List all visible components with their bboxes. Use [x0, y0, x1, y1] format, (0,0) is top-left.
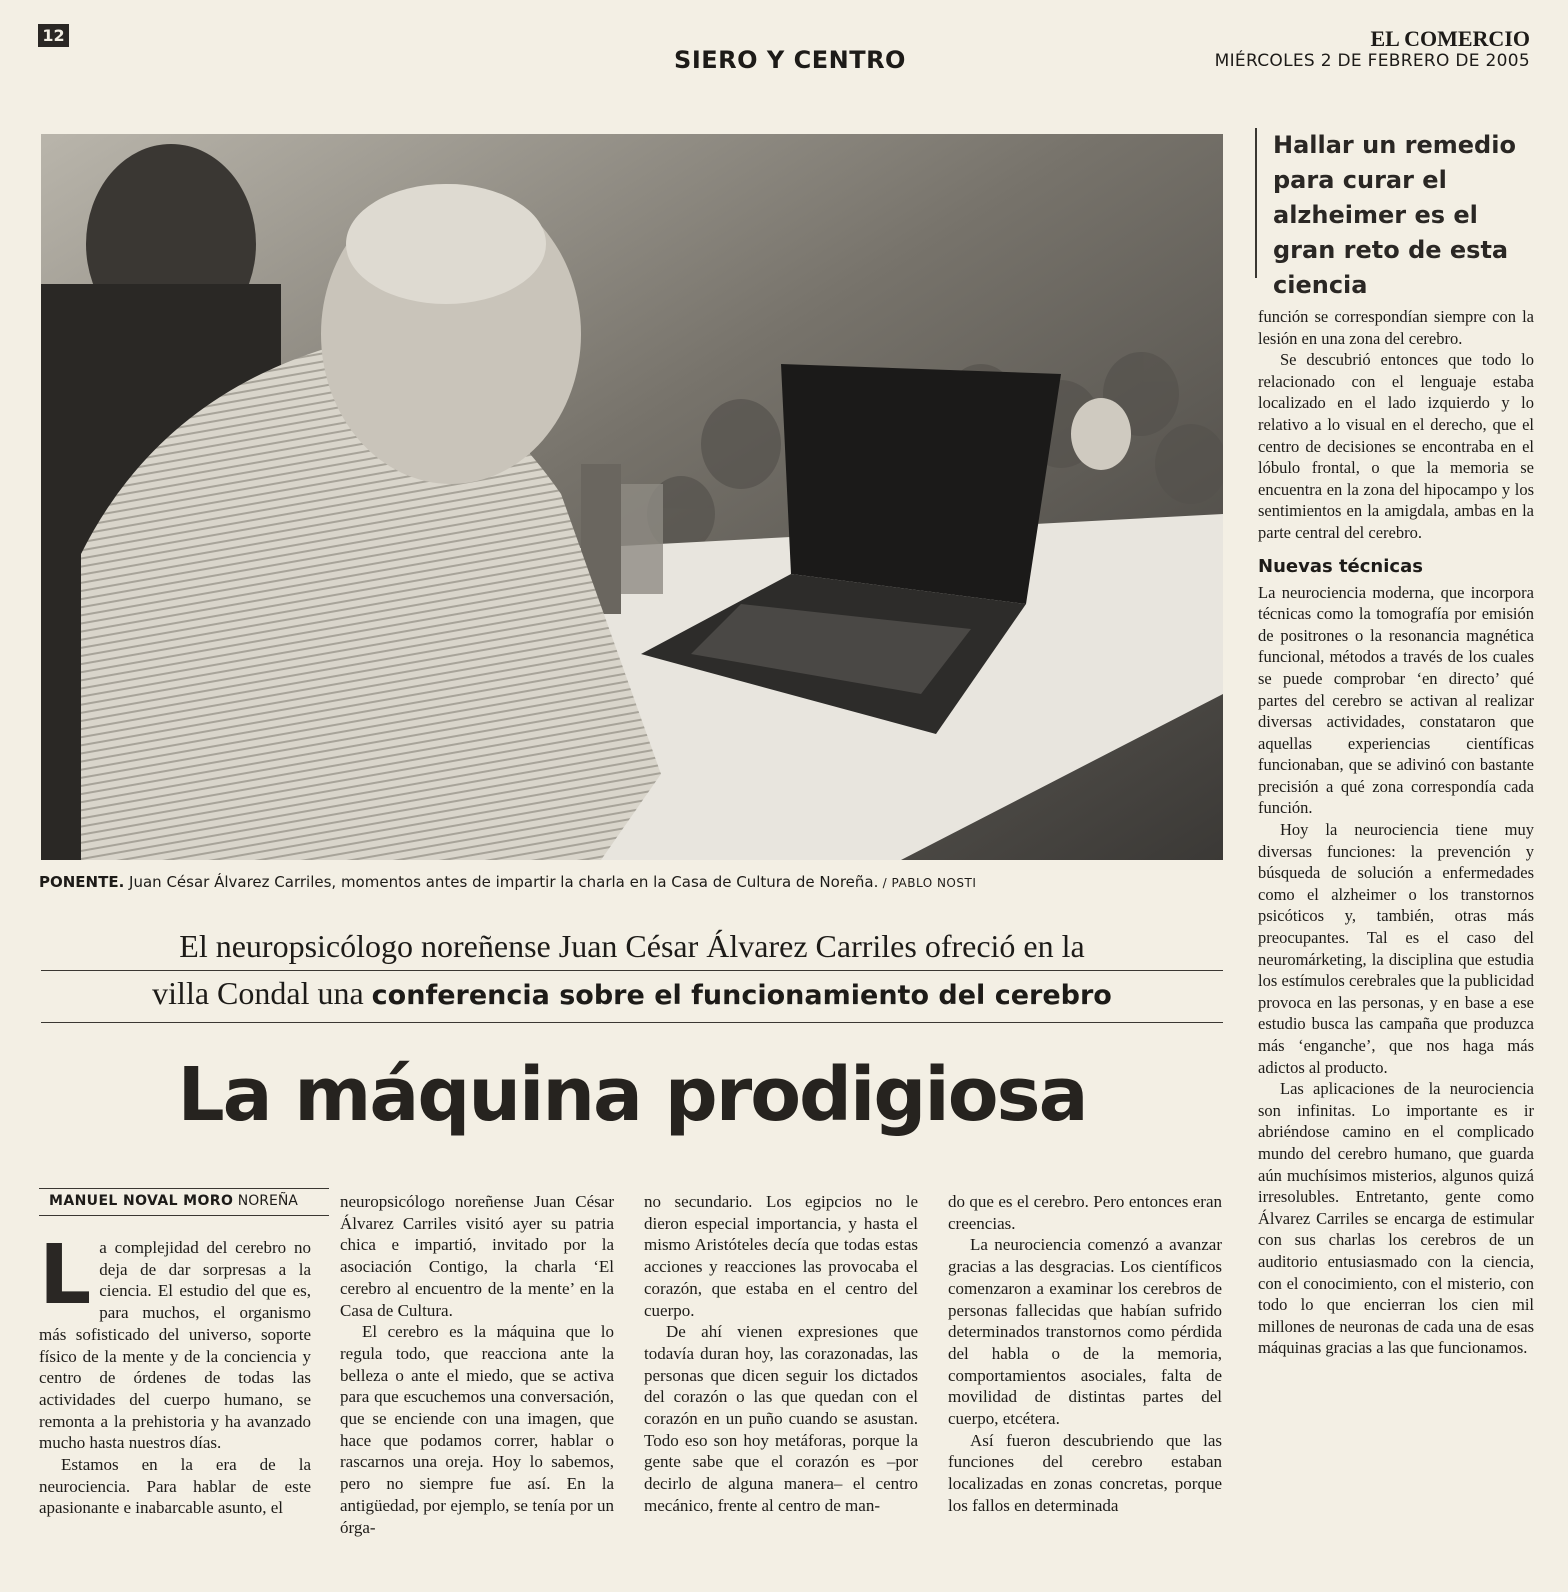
section-subhead: Nuevas técnicas	[1258, 555, 1423, 577]
paragraph: El cerebro es la máquina que lo regula todo, que reacciona ante la belleza o ante el miedo, que se activa para que escuchemos una conversación, que se enciende con una imagen, que hace que podamos correr, hablar o rascarnos una oreja. Hoy lo sabemos, pero no siempre fue así. En la antigüedad, por ejemplo, se tenía por un órga-	[340, 1322, 614, 1537]
article-column-3	[644, 1191, 918, 1517]
paragraph: no secundario. Los egipcios no le dieron especial importancia, y hasta el mismo Aristóteles decía que todas estas acciones y reacciones las provocaba el corazón, que estaba en el centro del cuerpo.	[644, 1192, 918, 1320]
paragraph: neuropsicólogo noreñense Juan César Álvarez Carriles visitó ayer su patria chica e impartió, invitado por la asociación Contigo, la charla ‘El cerebro al encuentro de la mente’ en la Casa de Cultura.	[340, 1192, 614, 1320]
article-column-4	[948, 1191, 1222, 1517]
paragraph: do que es el cerebro. Pero entonces eran creencias.	[948, 1192, 1222, 1233]
subheadline-bold: conferencia sobre el funcionamiento del cerebro	[371, 980, 1112, 1011]
paragraph-text: a complejidad del cerebro no deja de dar sorpresas a la ciencia. El estudio del que es, para muchos, el organismo más sofisticado del universo, soporte físico de la mente y de la conciencia y centro de órdenes de todas las actividades del cuerpo humano, se remonta a la prehistoria y ha avanzado mucho hasta nuestros días.	[39, 1238, 311, 1453]
subheadline-line-2	[41, 971, 1223, 1023]
paragraph: De ahí vienen expresiones que todavía duran hoy, las corazonadas, las personas que dicen seguir los dictados del corazón o las que quedan con el corazón en un puño cuando se asustan. Todo eso son hoy metáforas, porque la gente sabe que el corazón es –por decirlo de alguna manera– el centro mecánico, frente al centro de man-	[644, 1322, 918, 1515]
article-column-2	[340, 1191, 614, 1538]
article-photo	[41, 134, 1223, 860]
paragraph: Hoy la neurociencia tiene muy diversas funciones: la prevención y búsqueda de solución a enfermedades como el alzheimer o los transtornos psicóticos y, también, otras más preocupantes. Tal es el caso del neuromárketing, la disciplina que estudia los estímulos cerebrales que la publicidad provoca en las personas, y en base a ese estudio busca las campaña que produzca más ‘enganche’, que nos haga más adictos al producto.	[1258, 820, 1534, 1077]
photo-illustration	[41, 134, 1223, 860]
paragraph: La neurociencia moderna, que incorpora técnicas como la tomografía por emisión de positrones o la resonancia magnética funcional, métodos a través de los cuales se puede comprobar ‘en directo’ qué partes del cerebro se activan al realizar diversas actividades, constataron que aquellas experiencias científicas funcionaban, que se adivinó con bastante precisión a qué zona correspondía cada función.	[1258, 582, 1534, 818]
article-column-1	[39, 1228, 311, 1519]
paragraph: Las aplicaciones de la neurociencia son infinitas. Lo importante es ir abriéndose camino en el complicado mundo del cerebro humano, que guarda aún muchísimos misterios, algunos quizá irresolubles. Entretanto, gente como Álvarez Carriles se encarga de estimular con sus charlas los cerebros de un auditorio entusiasmado con la ciencia, con el conocimiento, con el misterio, con todo lo que encierran los cien mil millones de neuronas de cada una de esas máquinas gracias a las que funcionamos.	[1258, 1079, 1534, 1358]
byline	[39, 1188, 329, 1216]
photo-caption	[39, 872, 1219, 893]
paragraph: La neurociencia comenzó a avanzar gracias a las desgracias. Los científicos comenzaron a examinar los cerebros de personas fallecidas que habían sufrido determinados transtornos como pérdida del habla o de la memoria, comportamientos asociales, falta de movilidad de distintas partes del cuerpo, etcétera.	[948, 1235, 1222, 1429]
issue-date: MIÉRCOLES 2 DE FEBRERO DE 2005	[1214, 51, 1530, 71]
section-title: SIERO Y CENTRO	[674, 46, 906, 74]
subheadline	[41, 924, 1223, 1023]
caption-lead: PONENTE.	[39, 873, 125, 891]
paragraph: Se descubrió entonces que todo lo relacionado con el lenguaje estaba localizado en el lado izquierdo y lo relativo a lo visual en el derecho, que el centro de decisiones se encontraba en el lóbulo frontal, o que la memoria se encuentra en la zona del hipocampo y los sentimientos en la amigdala, ambas en la parte central del cerebro.	[1258, 350, 1534, 542]
paragraph	[39, 1228, 311, 1454]
caption-text: Juan César Álvarez Carriles, momentos antes de impartir la charla en la Casa de Cultura de Noreña.	[124, 873, 879, 891]
byline-location: NOREÑA	[233, 1193, 298, 1209]
subheadline-line-1: El neuropsicólogo noreñense Juan César Álvarez Carriles ofreció en la	[41, 924, 1223, 971]
newspaper-name: EL COMERCIO	[1370, 26, 1530, 51]
paragraph: Estamos en la era de la neurociencia. Para hablar de este apasionante e inabarcable asunto, el	[39, 1455, 311, 1518]
page-number: 12	[38, 24, 69, 47]
pull-quote: Hallar un remedio para curar el alzheimer es el gran reto de esta ciencia	[1255, 128, 1548, 278]
subheadline-plain: villa Condal una	[152, 975, 372, 1011]
drop-cap: L	[39, 1228, 92, 1323]
byline-author: MANUEL NOVAL MORO	[49, 1193, 234, 1209]
paragraph: Así fueron descubriendo que las funciones del cerebro estaban localizadas en zonas concretas, porque los fallos en determinada	[948, 1430, 1222, 1515]
article-column-5	[1258, 306, 1534, 1359]
paragraph: función se correspondían siempre con la lesión en una zona del cerebro.	[1258, 307, 1534, 348]
photo-credit: / PABLO NOSTI	[878, 876, 977, 890]
headline: La máquina prodigiosa	[177, 1052, 1087, 1138]
